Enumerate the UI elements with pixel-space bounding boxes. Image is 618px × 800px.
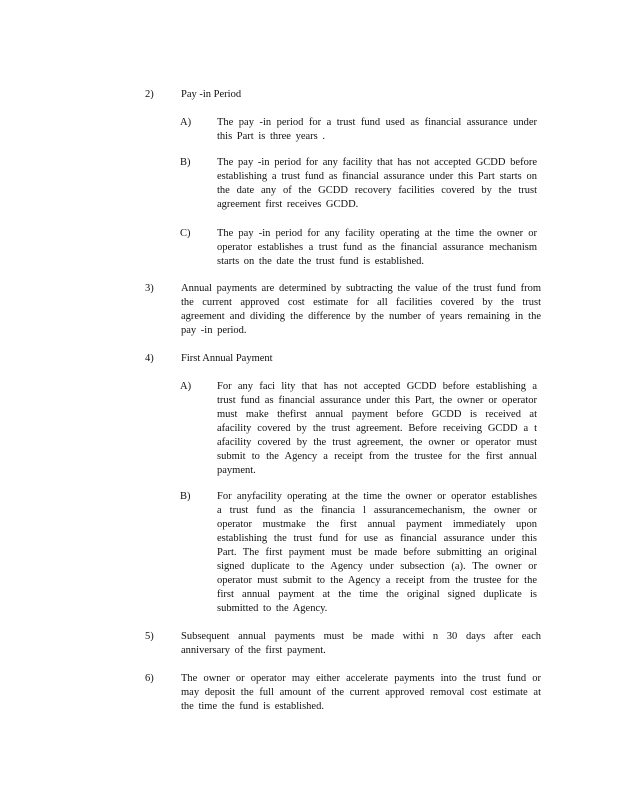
section-2c-letter: C): [180, 228, 191, 239]
section-5-number: 5): [145, 631, 154, 642]
section-6-text: The owner or operator may either accelerate payments into the trust fund or may deposit the full amount of the current approved removal cost estimate at the time the fund is established.: [181, 673, 541, 712]
section-3-number: 3): [145, 283, 154, 294]
section-2a-text: The pay -in period for a trust fund used as financial assurance under this Part is three years .: [217, 117, 537, 142]
section-4b-text: For anyfacility operating at the time the owner or operator establishes a trust fund as the financia l assurancemechanism, the owner or operator mustmake the first annual payment immediately upon establishing the trust fund for use as financial assurance under this Part. The first payment must be made before submitting an original signed duplicate to the Agency under subsection (a). The owner or operator must submit to the Agency a receipt from the trustee for the first annual payment at the time the original signed duplicate is submitted to the Agency.: [217, 491, 537, 614]
section-2-title: Pay -in Period: [181, 89, 242, 100]
section-3-text: Annual payments are determined by subtracting the value of the trust fund from the current approved cost estimate for all facilities covered by the trust agreement and dividing the difference by the number of years remaining in the pay -in period.: [181, 283, 541, 336]
section-5-text: Subsequent annual payments must be made withi n 30 days after each anniversary of the first payment.: [181, 631, 541, 656]
section-4-title: First Annual Payment: [181, 353, 273, 364]
section-6-number: 6): [145, 673, 154, 684]
section-2b-text: The pay -in period for any facility that has not accepted GCDD before establishing a trust fund as financial assurance under this Part starts on the date any of the GCDD recovery facilities covered by the trust agreement first receives GCDD.: [217, 157, 537, 210]
section-2-number: 2): [145, 89, 154, 100]
section-2b-letter: B): [180, 157, 191, 168]
section-4a-letter: A): [180, 381, 192, 392]
section-2c-text: The pay -in period for any facility operating at the time the owner or operator establishes a trust fund as the financial assurance mechanism starts on the date the trust fund is established.: [217, 228, 537, 267]
section-4b-letter: B): [180, 491, 191, 502]
section-4a-text: For any faci lity that has not accepted GCDD before establishing a trust fund as financial assurance under this Part, the owner or operator must make thefirst annual payment before GCDD is received at afacility covered by the trust agreement. Before receiving GCDD a t afacility covered by the trust agreement, the owner or operator must submit to the Agency a receipt from the trustee for the first annual payment.: [217, 381, 537, 476]
section-2a-letter: A): [180, 117, 192, 128]
section-4-number: 4): [145, 353, 154, 364]
